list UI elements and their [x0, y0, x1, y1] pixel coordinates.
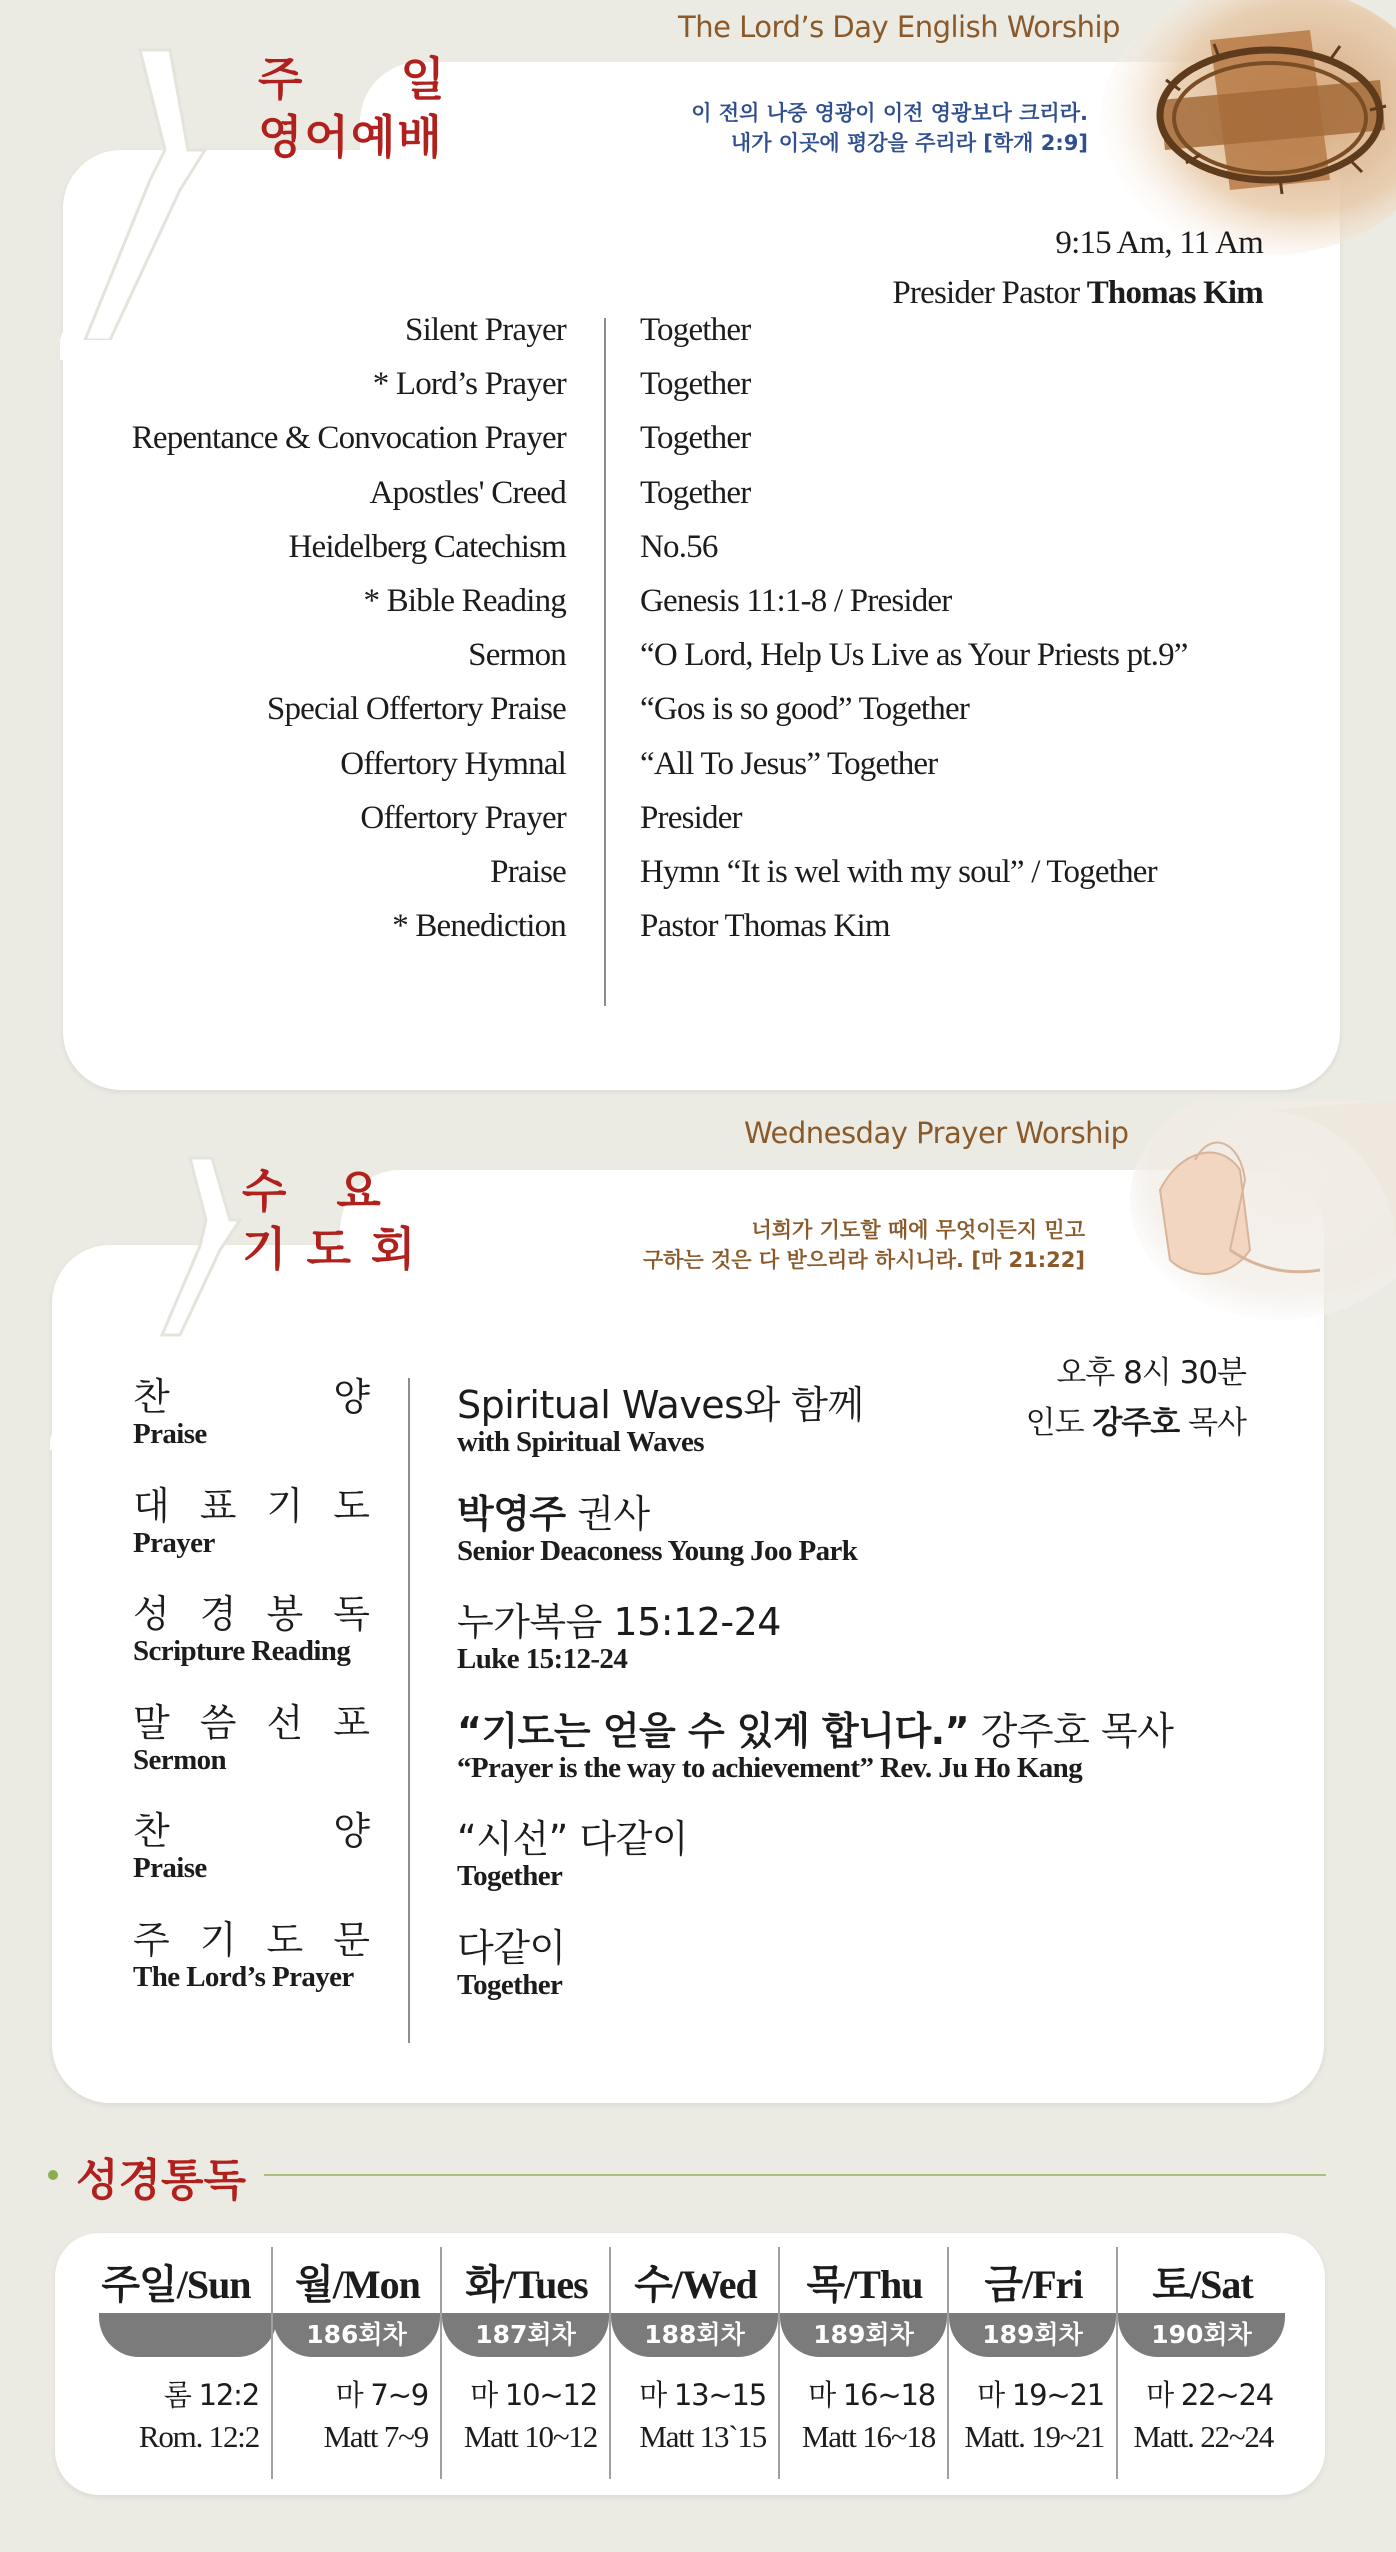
wednesday-order-label-en: Praise: [133, 1852, 207, 1884]
bible-day-name: [55, 2253, 273, 2310]
wednesday-order-label-ko: [133, 1917, 370, 1963]
sunday-order-row: [0, 366, 1396, 420]
wednesday-order-label-ko: [133, 1591, 370, 1637]
wednesday-order-value-en: Together: [457, 1860, 563, 1892]
wednesday-leader: [1026, 1398, 1246, 1448]
bible-day-separator: [609, 2247, 611, 2479]
sunday-order-row: [0, 746, 1396, 800]
wednesday-order-label-en: Prayer: [133, 1526, 215, 1559]
wednesday-verse: [520, 1215, 1085, 1275]
wednesday-order-label-char: 문: [333, 1917, 370, 1962]
bible-day-ref-en: Matt 16~18: [801, 2419, 935, 2454]
wednesday-order-value-en: with Spiritual Waves: [457, 1426, 704, 1458]
wednesday-order-label-char: 찬: [133, 1375, 170, 1419]
wednesday-order-value-ko: [457, 1808, 688, 1863]
bible-day-ref-en: Matt. 22~24: [1133, 2419, 1273, 2454]
bible-day-badge: 189회차: [949, 2313, 1116, 2357]
sunday-order-row: [0, 691, 1396, 745]
wednesday-order-label-char: 찬: [133, 1809, 170, 1853]
wednesday-order-value-text: “시선” 다같이: [457, 1817, 688, 1861]
bible-day-column: [949, 2233, 1118, 2495]
bible-day-name: [780, 2253, 949, 2310]
sunday-order-row: [0, 583, 1396, 637]
sunday-verse: [560, 98, 1088, 158]
bible-day-name: [611, 2253, 780, 2310]
bible-day-name: [1118, 2253, 1287, 2310]
bible-day-ref-ko-text: 마 7~9: [335, 2378, 428, 2412]
wednesday-title-ko-line2: 기 도 회: [242, 1222, 418, 1276]
bible-day-badge: [99, 2313, 277, 2357]
sunday-order-row: [0, 637, 1396, 691]
wednesday-order-value-text: 강주호 목사: [969, 1708, 1174, 1753]
sunday-order-value: “All To Jesus” Together: [640, 745, 938, 782]
bible-day-ref-ko: [639, 2373, 766, 2414]
sunday-verse-line1: 이 전의 나중 영광이 이전 영광보다 크리라.: [691, 101, 1088, 125]
sunday-verse-line2: 내가 이곳에 평강을 주리라 [학개 2:9]: [730, 131, 1088, 155]
wednesday-order-value-text: 누가복음 15:12-24: [457, 1600, 781, 1644]
wednesday-order-value-en: Luke 15:12-24: [457, 1643, 628, 1675]
sunday-order-label: Heidelberg Catechism: [288, 528, 566, 565]
bible-day-name-ko: 금: [984, 2262, 1023, 2308]
sunday-order-label: * Bible Reading: [363, 583, 566, 619]
sunday-order-value: Together: [640, 420, 751, 457]
bible-day-column: [273, 2233, 442, 2495]
bible-reading-bullet: [48, 2170, 58, 2180]
sunday-order-value: Hymn “It is wel with my soul” / Together: [640, 854, 1157, 890]
bible-day-name-en: /Fri: [1022, 2262, 1083, 2307]
wednesday-order-label-char: 양: [333, 1809, 370, 1853]
wednesday-order-label-char: 도: [266, 1917, 304, 1962]
bible-day-name: [273, 2253, 442, 2310]
bible-day-name-ko: 토: [1152, 2262, 1190, 2308]
bible-day-ref-ko-text: 마 19~21: [977, 2378, 1104, 2412]
presider-prefix: Presider Pastor: [892, 275, 1087, 311]
bible-day-badge: 186회차: [273, 2313, 440, 2357]
wednesday-order-label-char: 봉: [266, 1592, 304, 1636]
sunday-order-row: [0, 908, 1396, 962]
wednesday-order-label-char: 표: [199, 1483, 237, 1528]
wednesday-order-label-en: Sermon: [133, 1743, 227, 1776]
wednesday-order-label-char: 도: [333, 1483, 370, 1528]
wednesday-order-label-char: 양: [333, 1375, 370, 1419]
bible-day-ref-ko: [977, 2373, 1104, 2414]
bible-day-separator: [440, 2247, 442, 2479]
bible-day-name-ko: 월: [295, 2262, 333, 2308]
sunday-title-en: The Lord’s Day English Worship: [678, 10, 1120, 44]
sunday-order-value: Together: [640, 474, 751, 511]
wednesday-order-label-char: 경: [199, 1592, 237, 1636]
sunday-presider: [892, 268, 1263, 318]
bible-day-column: [1118, 2233, 1287, 2495]
sunday-order-label: Sermon: [468, 637, 566, 674]
bible-day-ref-ko: [808, 2373, 935, 2414]
sunday-order-row: [0, 854, 1396, 908]
wednesday-order-value-ko: [457, 1483, 650, 1538]
wednesday-order-value-text: Spiritual Waves와 함께: [457, 1383, 864, 1427]
wednesday-order-value-bold: “기도는 얻을 수 있게 합니다.”: [457, 1708, 970, 1753]
bible-day-ref-en: Matt 10~12: [463, 2419, 597, 2454]
wednesday-title-en: Wednesday Prayer Worship: [744, 1116, 1129, 1150]
bible-day-column: [611, 2233, 780, 2495]
wednesday-order-value-ko: [457, 1700, 1173, 1755]
bible-day-ref-ko: [1146, 2373, 1273, 2414]
bible-day-name-ko: 수: [634, 2262, 672, 2308]
sunday-order-value: Presider: [640, 799, 742, 836]
bible-day-name-ko: 주일: [101, 2262, 177, 2308]
sunday-order-label: Silent Prayer: [405, 312, 566, 348]
bible-day-separator: [778, 2247, 780, 2479]
bible-day-badge: 190회차: [1118, 2313, 1285, 2357]
wednesday-order-label-ko: [133, 1808, 370, 1854]
sunday-order-value: Genesis 11:1-8 / Presider: [640, 583, 952, 619]
sunday-brush-mark: [70, 40, 270, 340]
bible-day-badge: 189회차: [780, 2313, 947, 2357]
bible-day-name-en: /Thu: [844, 2262, 923, 2307]
sunday-time: 9:15 Am, 11 Am: [1055, 225, 1263, 261]
wednesday-order-label-char: 말: [133, 1700, 170, 1745]
wednesday-order-label-ko: [133, 1700, 370, 1746]
wednesday-order-value-en: “Prayer is the way to achievement” Rev. Ju Ho Kang: [457, 1751, 1083, 1784]
sunday-order-row: [0, 475, 1396, 529]
wednesday-order-value-text: 권사: [565, 1491, 650, 1536]
wednesday-order-value-ko: [457, 1917, 566, 1972]
wednesday-title-ko-line1: 수 요: [242, 1164, 383, 1218]
sunday-title-ko-line1: 주 일: [258, 52, 447, 106]
presider-name: Thomas Kim: [1086, 275, 1263, 311]
bible-day-badge: 187회차: [442, 2313, 609, 2357]
sunday-order-label: * Lord’s Prayer: [372, 366, 566, 403]
wednesday-order-label-ko: [133, 1374, 370, 1420]
sunday-order-label: * Benediction: [392, 908, 566, 945]
bible-day-column: [780, 2233, 949, 2495]
bible-day-ref-en: Matt. 19~21: [964, 2419, 1104, 2454]
bible-day-ref-ko-text: 마 13~15: [639, 2378, 766, 2412]
sunday-order-value: Together: [640, 366, 751, 403]
wednesday-verse-line1: 너희가 기도할 때에 무엇이든지 믿고: [751, 1218, 1085, 1242]
wednesday-order-label-ko: [133, 1483, 370, 1529]
wednesday-verse-line2: 구하는 것은 다 받으리라 하시니라. [마 21:22]: [642, 1248, 1085, 1272]
wednesday-order-value-en: Together: [457, 1968, 563, 2001]
wednesday-title-ko: [242, 1162, 417, 1278]
sunday-meta: [892, 218, 1263, 318]
wednesday-order-label-char: 선: [266, 1700, 304, 1745]
wednesday-order-label-char: 대: [133, 1483, 170, 1528]
sunday-order-label: Repentance & Convocation Prayer: [131, 420, 566, 457]
bible-day-ref-ko: [164, 2373, 259, 2414]
bible-reading-table: [55, 2233, 1325, 2495]
sunday-order-label: Special Offertory Praise: [266, 691, 566, 728]
sunday-order-row: [0, 312, 1396, 366]
wednesday-order-label-en: The Lord’s Prayer: [133, 1960, 354, 1993]
sunday-title-ko: [258, 50, 447, 166]
bible-day-column: [442, 2233, 611, 2495]
bible-day-badge: 188회차: [611, 2313, 778, 2357]
wednesday-order-label-char: 독: [333, 1592, 370, 1636]
bible-day-ref-en: Matt 13`15: [639, 2419, 766, 2454]
bible-day-ref-ko-text: 롬 12:2: [163, 2378, 259, 2412]
sunday-order-label: Apostles' Creed: [369, 474, 566, 511]
wednesday-order-value-bold: 박영주: [457, 1491, 566, 1536]
wednesday-order-label-en: Praise: [133, 1418, 207, 1450]
bible-day-ref-ko-text: 마 22~24: [1146, 2378, 1273, 2412]
wednesday-order-value-ko: [457, 1374, 864, 1429]
bible-day-name-ko: 목: [806, 2262, 845, 2308]
sunday-order-label: Praise: [490, 854, 566, 890]
bible-day-name: [442, 2253, 611, 2310]
bible-day-name-en: /Mon: [332, 2262, 420, 2307]
bible-day-separator: [271, 2247, 273, 2479]
bible-reading-title: 성경통독: [76, 2155, 247, 2206]
bible-day-ref-en: Matt 7~9: [323, 2419, 428, 2454]
leader-suffix: 목사: [1179, 1405, 1246, 1441]
wednesday-order-label-char: 포: [333, 1700, 370, 1745]
bible-day-ref-ko-text: 마 10~12: [470, 2378, 597, 2412]
bible-day-name-en: /Sat: [1189, 2262, 1253, 2307]
wednesday-order-value-ko: [457, 1591, 781, 1646]
wednesday-order-value-en: Senior Deaconess Young Joo Park: [457, 1534, 858, 1567]
praying-hands-image: [1100, 1100, 1396, 1330]
sunday-order-value: “Gos is so good” Together: [640, 691, 970, 728]
wednesday-divider: [408, 1378, 410, 2043]
wednesday-order-label-char: 성: [133, 1592, 170, 1636]
sunday-order-label: Offertory Prayer: [360, 799, 566, 836]
bible-day-name-en: /Sun: [176, 2262, 251, 2307]
wednesday-time: 오후 8시 30분: [1056, 1355, 1246, 1391]
wednesday-order-value-text: 다같이: [457, 1925, 566, 1970]
sunday-order-row: [0, 529, 1396, 583]
sunday-order-row: [0, 420, 1396, 474]
leader-name: 강주호: [1092, 1405, 1180, 1441]
bible-day-name: [949, 2253, 1118, 2310]
wednesday-order-label-char: 주: [133, 1917, 170, 1962]
bible-day-column: [55, 2233, 273, 2495]
bible-day-name-en: /Wed: [671, 2262, 757, 2307]
bible-reading-rule: [264, 2174, 1326, 2176]
sunday-title-ko-line2: 영어예배: [258, 110, 444, 164]
sunday-order-value: Pastor Thomas Kim: [640, 908, 890, 945]
leader-prefix: 인도: [1025, 1405, 1093, 1441]
wednesday-order-label-en: Scripture Reading: [133, 1635, 351, 1667]
sunday-order-row: [0, 800, 1396, 854]
sunday-order-value: No.56: [640, 528, 718, 565]
bible-day-ref-en: Rom. 12:2: [138, 2419, 259, 2454]
wednesday-order-label-char: 기: [266, 1483, 304, 1528]
wednesday-order-label-char: 씀: [199, 1700, 237, 1745]
sunday-order-label: Offertory Hymnal: [340, 745, 566, 782]
bible-day-ref-ko: [336, 2373, 428, 2414]
bible-day-ref-ko: [470, 2373, 597, 2414]
bible-day-separator: [1116, 2247, 1118, 2479]
wednesday-order-label-char: 기: [199, 1917, 237, 1962]
sunday-order-value: “O Lord, Help Us Live as Your Priests pt.9”: [640, 637, 1188, 674]
bible-day-name-ko: 화: [465, 2262, 503, 2308]
bible-day-ref-ko-text: 마 16~18: [808, 2378, 935, 2412]
sunday-order-value: Together: [640, 312, 751, 348]
bible-day-name-en: /Tues: [502, 2262, 588, 2307]
wednesday-meta: [1026, 1348, 1246, 1448]
bible-day-separator: [947, 2247, 949, 2479]
